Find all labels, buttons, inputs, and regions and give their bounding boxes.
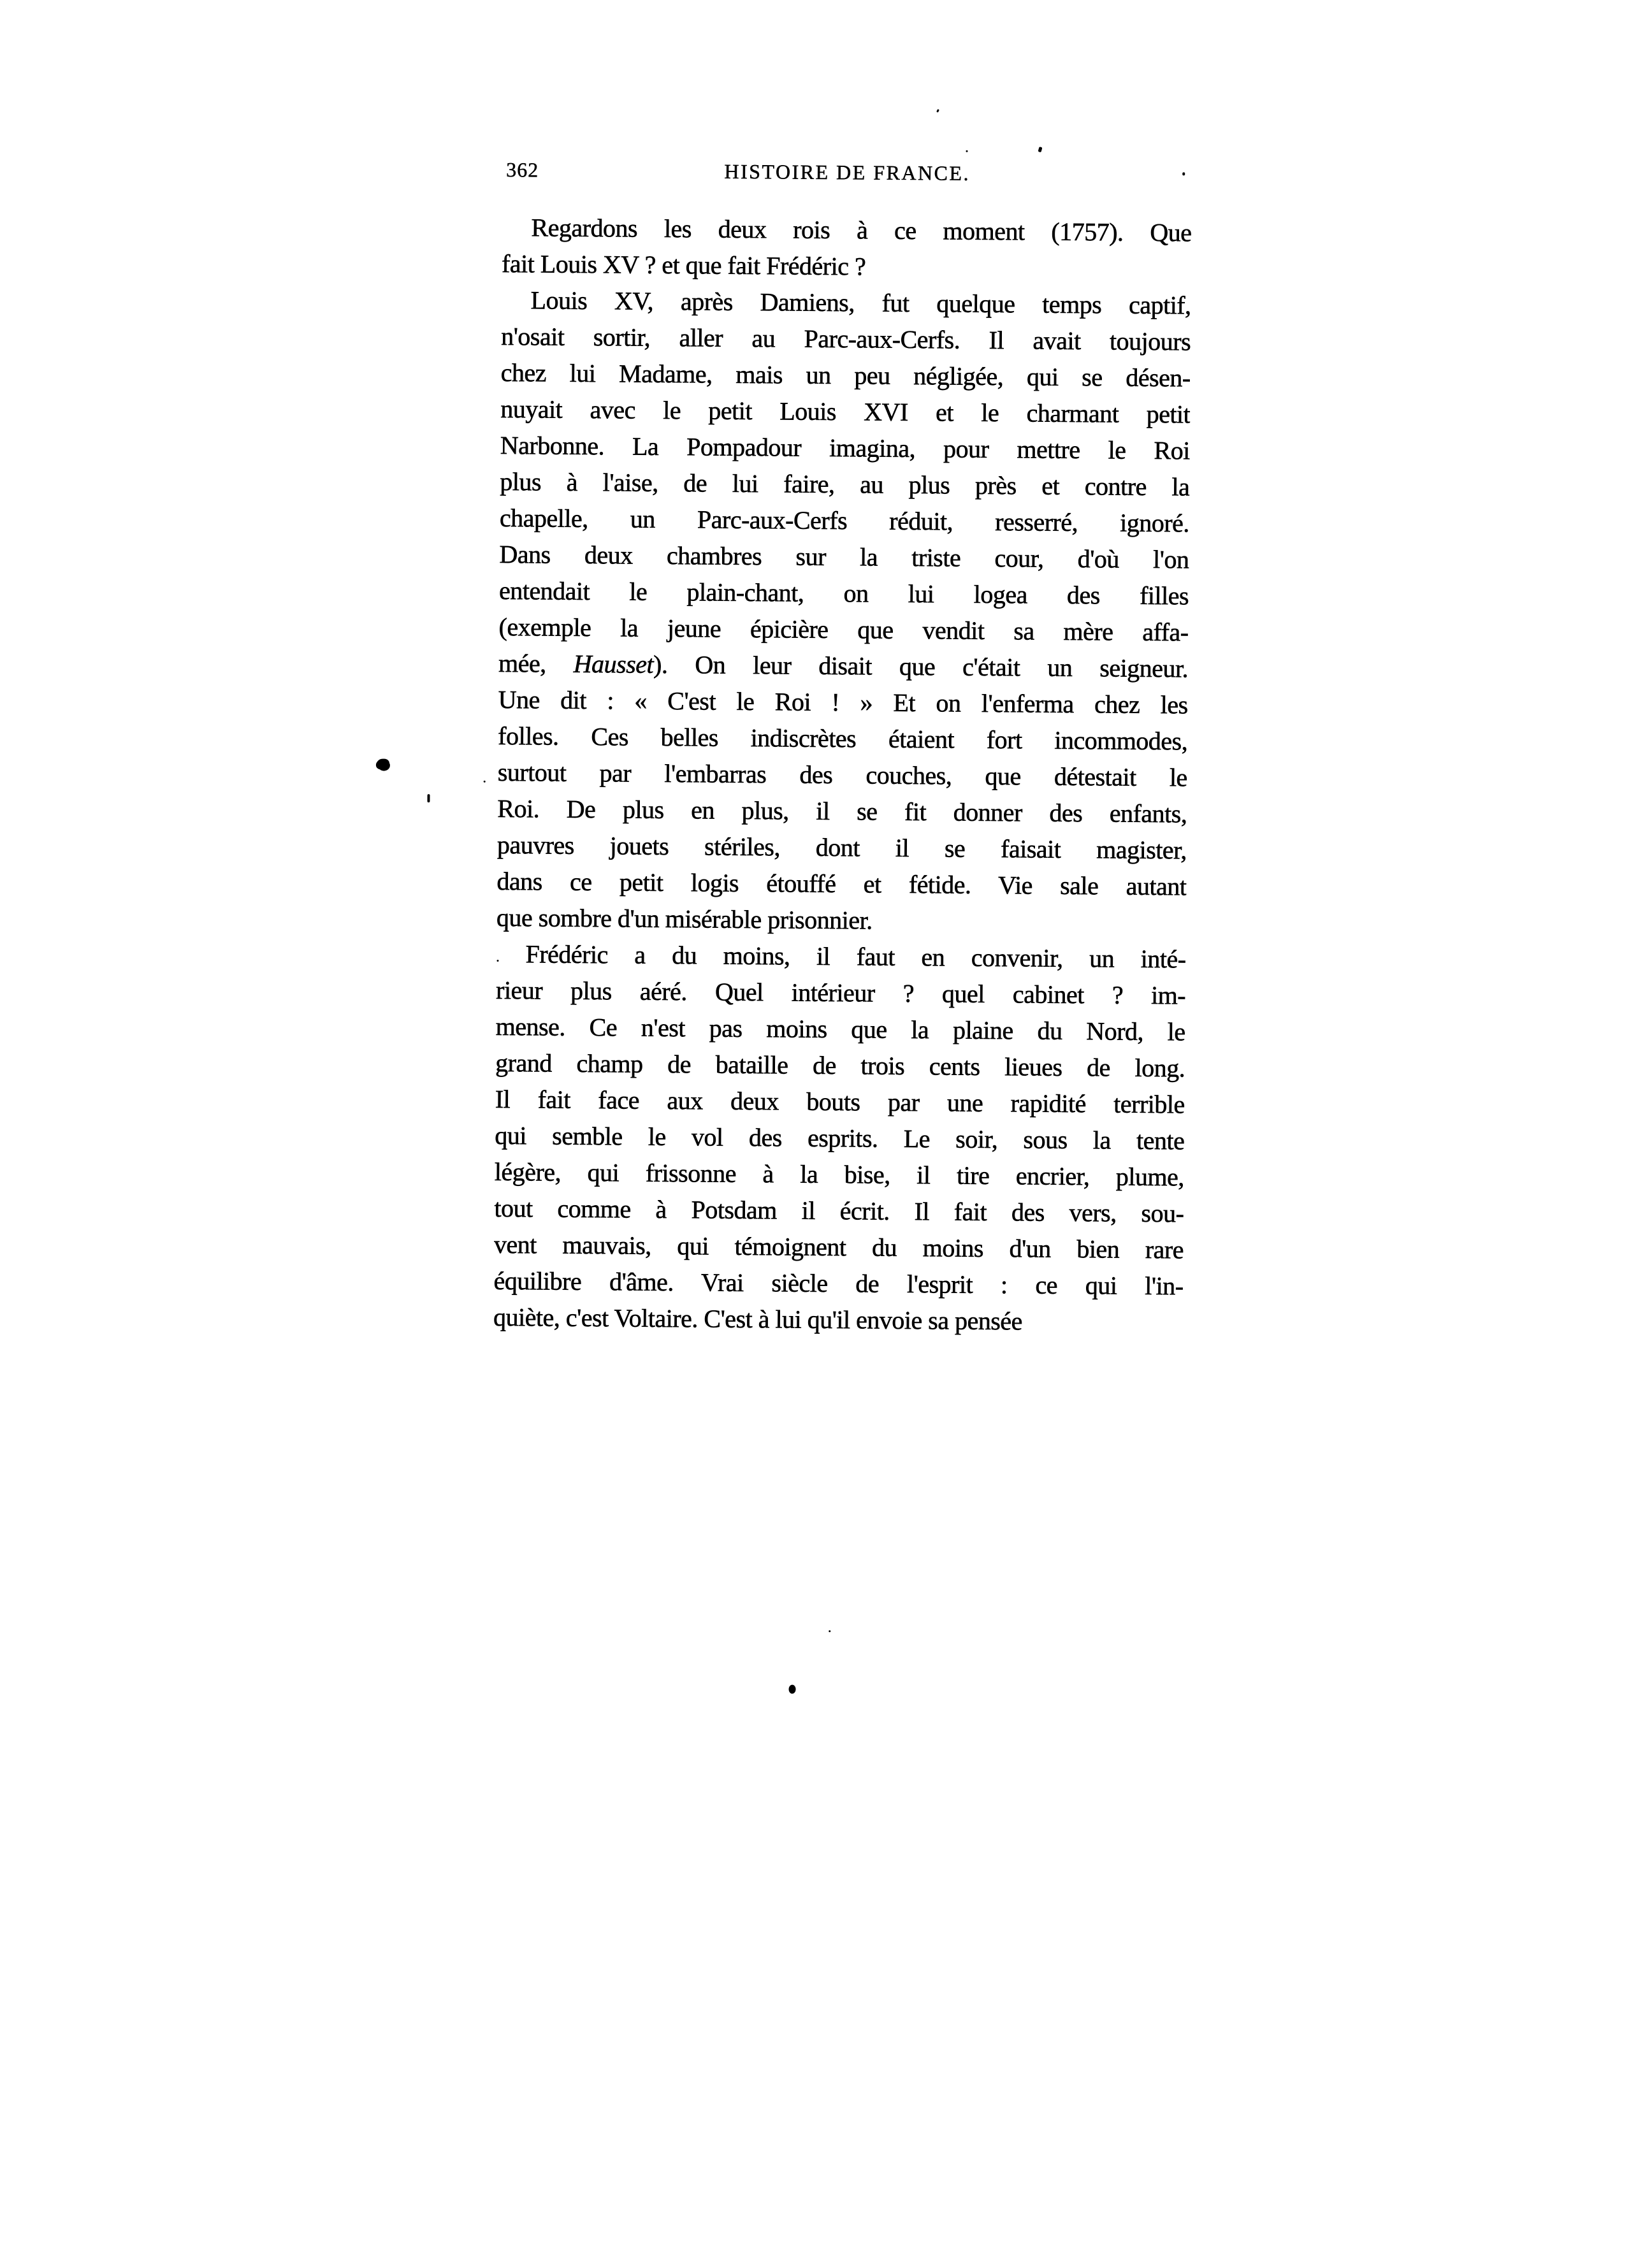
text-line: entendait le plain-chant, on lui logea des filles [498, 575, 1189, 611]
ink-speck [496, 960, 498, 962]
text-line: Louis XV, après Damiens, fut quelque temps captif, [530, 286, 1191, 320]
text-line: mense. Ce n'est pas moins que la plaine du Nord, le [495, 1011, 1185, 1046]
page-number: 362 [506, 158, 539, 182]
text-line: fait Louis XV ? et que fait Frédéric ? [501, 249, 866, 281]
text-line: Une dit : « C'est le Roi ! » Et on l'enferma chez les [498, 684, 1188, 720]
text-line: folles. Ces belles indiscrètes étaient fort incommodes, [498, 721, 1188, 756]
running-title: HISTOIRE DE FRANCE. [724, 159, 971, 185]
ink-blot [377, 758, 389, 769]
text-line: chez lui Madame, mais un peu négligée, qui se désen- [500, 358, 1191, 393]
text-line: légère, qui frissonne à la bise, il tire encrier, plume, [494, 1157, 1185, 1192]
ink-speck [936, 109, 939, 113]
text-line: dans ce petit logis étouffé et fétide. Vie sale autant [496, 866, 1187, 901]
text-line: (exemple la jeune épicière que vendit sa mère affa- [498, 612, 1189, 647]
ink-speck [966, 150, 967, 152]
ink-speck [484, 781, 486, 783]
text-line: tout comme à Potsdam il écrit. Il fait des vers, sou- [494, 1193, 1184, 1228]
text-line: équilibre d'âme. Vrai siècle de l'esprit : ce qui l'in- [493, 1266, 1184, 1301]
ink-speck [427, 794, 430, 802]
text-line: chapelle, un Parc-aux-Cerfs réduit, resserré, ignoré. [499, 503, 1190, 538]
text-line: surtout par l'embarras des couches, que détestait le [497, 757, 1187, 792]
ink-speck [1038, 147, 1043, 152]
text-line: vent mauvais, qui témoignent du moins d'un bien rare [493, 1229, 1184, 1264]
text-line: n'osait sortir, aller au Parc-aux-Cerfs. Il avait toujours [501, 322, 1191, 356]
text-line: rieur plus aéré. Quel intérieur ? quel cabinet ? im- [495, 975, 1186, 1010]
text-line: Frédéric a du moins, il faut en convenir, un inté- [525, 939, 1186, 974]
text-line: plus à l'aise, de lui faire, au plus près et contre la [500, 466, 1190, 502]
text-line: Roi. De plus en plus, il se fit donner des enfants, [497, 793, 1187, 828]
body-text [493, 209, 1192, 1340]
text-line: Il fait face aux deux bouts par une rapidité terrible [495, 1084, 1185, 1119]
text-line: Regardons les deux rois à ce moment (1757). Que [531, 213, 1192, 247]
ink-dot [788, 1685, 795, 1694]
text-line: Narbonne. La Pompadour imagina, pour mettre le Roi [500, 430, 1190, 465]
text-line: quiète, c'est Voltaire. C'est à lui qu'il envoie sa pensée [493, 1302, 1023, 1336]
ink-speck [1182, 172, 1185, 175]
text-line: mée, Hausset). On leur disait que c'était un seigneur. [498, 648, 1189, 683]
text-line: pauvres jouets stériles, dont il se faisait magister, [496, 830, 1187, 865]
text-line: nuyait avec le petit Louis XVI et le charmant petit [500, 394, 1191, 429]
ink-speck [829, 1630, 830, 1632]
text-line: que sombre d'un misérable prisonnier. [496, 902, 873, 935]
text-line: qui semble le vol des esprits. Le soir, sous la tente [495, 1120, 1185, 1155]
text-line: Dans deux chambres sur la triste cour, d'où l'on [499, 539, 1189, 574]
page-header [502, 155, 1192, 192]
text-line: grand champ de bataille de trois cents lieues de long. [495, 1048, 1185, 1083]
